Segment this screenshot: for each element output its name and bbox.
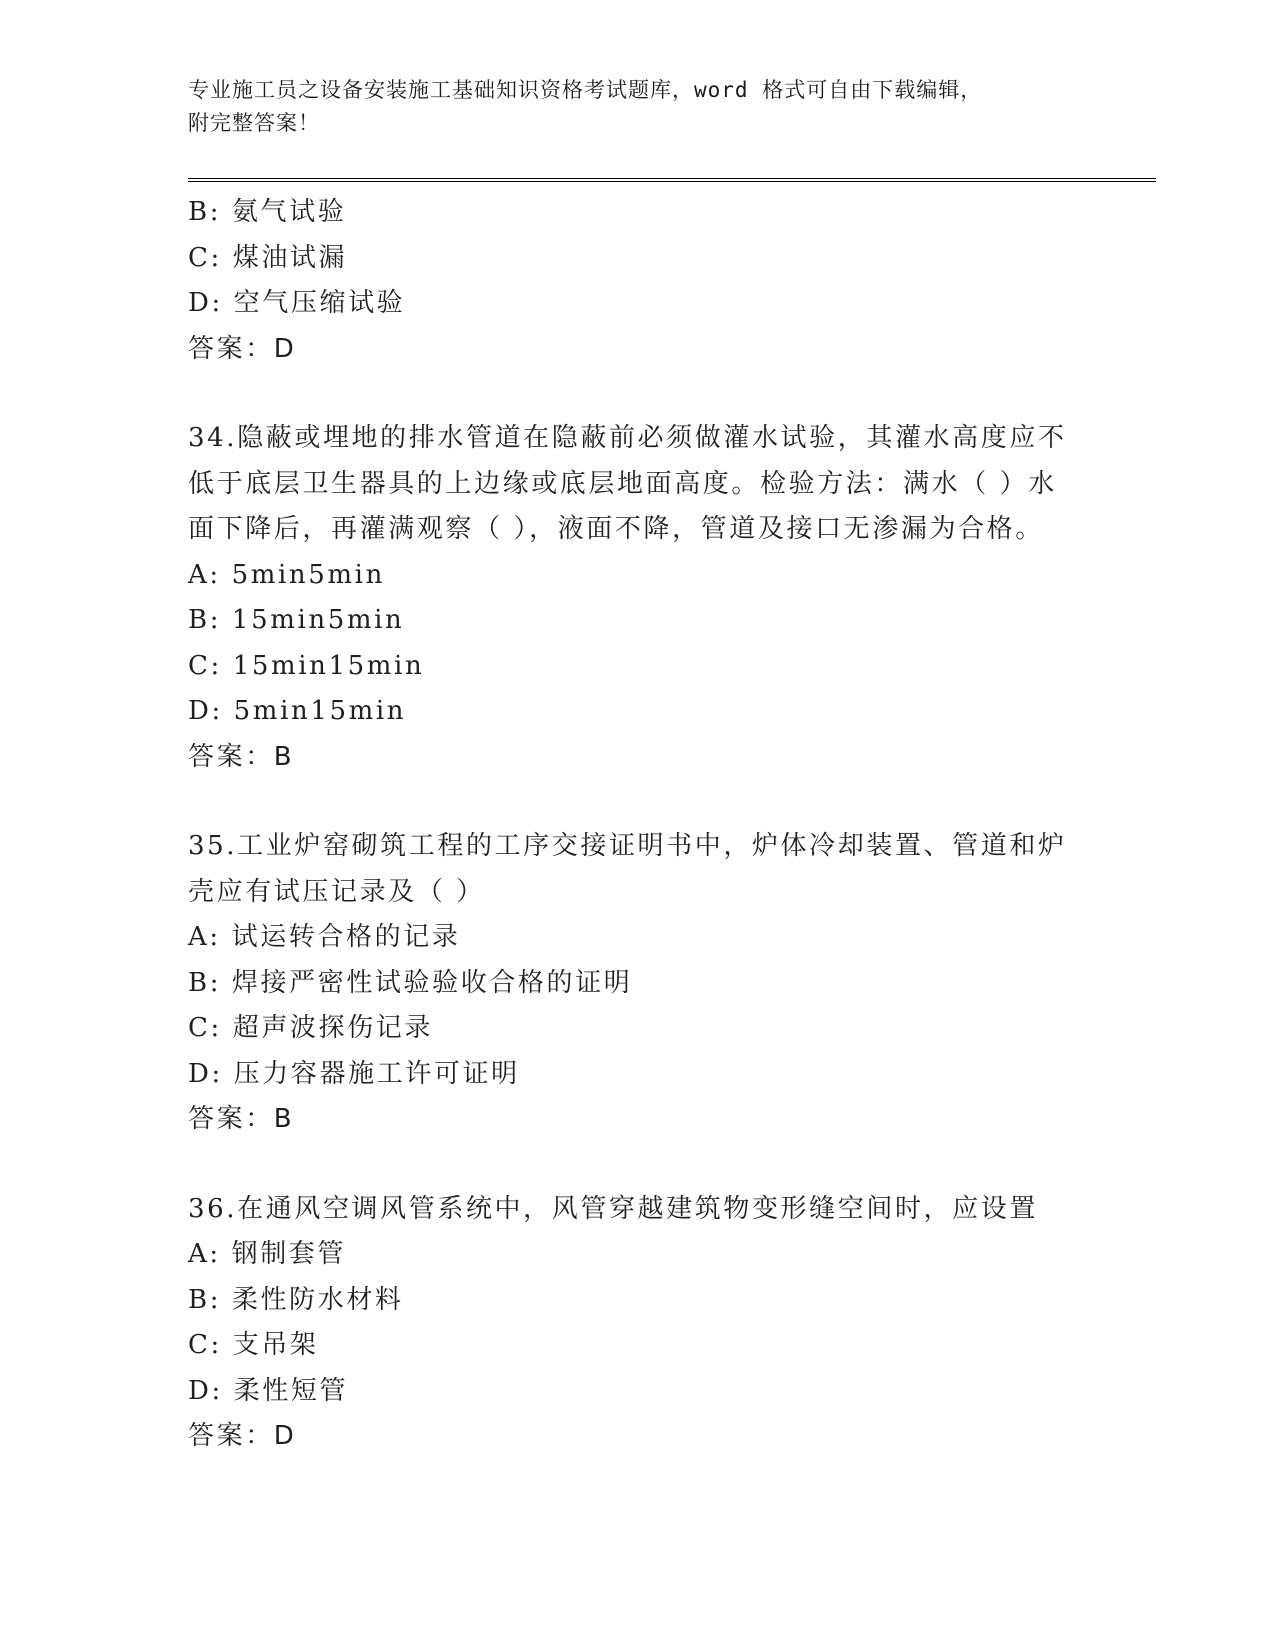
- option-c: C: 15min15min: [188, 650, 425, 681]
- option-b: B: 15min5min: [188, 605, 405, 635]
- answer: 答案：B: [188, 1104, 295, 1134]
- header-divider: [188, 178, 1156, 182]
- question-stem-line: 35.工业炉窑砌筑工程的工序交接证明书中，炉体冷却装置、管道和炉: [188, 831, 1067, 861]
- question-33-continued: [188, 190, 1088, 372]
- option-a: A: 5min5min: [188, 559, 385, 590]
- question-35: [188, 824, 1088, 1143]
- answer: 答案：D: [188, 333, 297, 364]
- option-b: B: 焊接严密性试验验收合格的证明: [188, 967, 633, 998]
- question-34: [188, 416, 1088, 780]
- option-d: D: 压力容器施工许可证明: [188, 1058, 520, 1089]
- answer: 答案：B: [188, 741, 295, 772]
- option-a: A: 钢制套管: [188, 1239, 347, 1269]
- answer: 答案：D: [188, 1421, 297, 1451]
- question-stem-line: 壳应有试压记录及（ ）: [188, 876, 485, 907]
- document-header: [188, 74, 1088, 140]
- option-c: C: 支吊架: [188, 1330, 319, 1360]
- header-line-1: 专业施工员之设备安装施工基础知识资格考试题库，word 格式可自由下载编辑，: [188, 78, 983, 102]
- option-d: D: 柔性短管: [188, 1375, 349, 1406]
- question-list: [188, 190, 1088, 1460]
- option-d: D: 5min15min: [188, 696, 407, 726]
- question-stem-line: 34.隐蔽或埋地的排水管道在隐蔽前必须做灌水试验，其灌水高度应不: [188, 423, 1067, 453]
- option-d: D: 空气压缩试验: [188, 288, 406, 318]
- question-stem-line: 36.在通风空调风管系统中，风管穿越建筑物变形缝空间时，应设置: [188, 1193, 1038, 1224]
- header-line-2: 附完整答案！: [188, 111, 320, 135]
- question-stem-line: 低于底层卫生器具的上边缘或底层地面高度。检验方法：满水（ ）水: [188, 468, 1057, 499]
- option-c: C: 超声波探伤记录: [188, 1013, 433, 1043]
- option-a: A: 试运转合格的记录: [188, 922, 461, 952]
- question-36: [188, 1187, 1088, 1460]
- option-c: C: 煤油试漏: [188, 242, 348, 273]
- option-b: B: 柔性防水材料: [188, 1284, 404, 1315]
- question-stem-line: 面下降后，再灌满观察（ ），液面不降，管道及接口无渗漏为合格。: [188, 514, 1044, 544]
- option-b: B: 氨气试验: [188, 197, 347, 227]
